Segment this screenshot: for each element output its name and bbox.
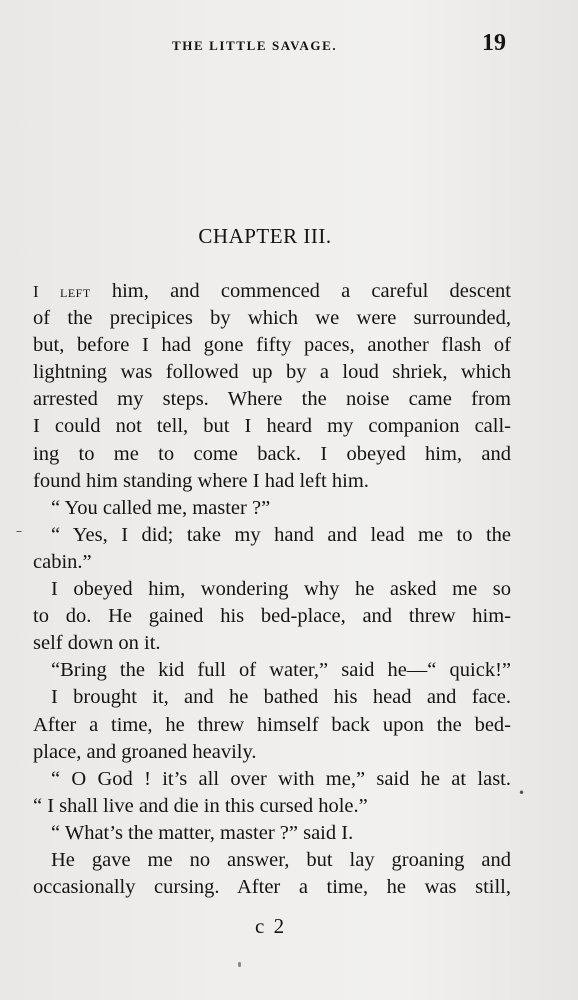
text-line: “ What’s the matter, master ?” said I. — [51, 821, 354, 844]
text-line: “ O God ! it’s all over with me,” said he at last. — [51, 767, 511, 790]
page-number: 19 — [482, 30, 506, 56]
text-line: found him standing where I had left him. — [33, 469, 369, 492]
text-line: After a time, he threw himself back upon the bed- — [33, 713, 511, 736]
text-line: “ I shall live and die in this cursed hole.” — [33, 794, 368, 817]
text-line: “ You called me, master ?” — [51, 496, 271, 519]
text-line: ing to me to come back. I obeyed him, and — [33, 442, 511, 465]
text-line: I obeyed him, wondering why he asked me so — [51, 578, 511, 601]
text-line: arrested my steps. Where the noise came from — [33, 388, 511, 411]
text-line: of the precipices by which we were surrounded, — [33, 307, 511, 330]
paper-speck — [238, 962, 241, 967]
text-line: occasionally cursing. After a time, he was still, — [33, 876, 511, 899]
text-line: place, and groaned heavily. — [33, 740, 257, 763]
text-line: but, before I had gone fifty paces, another flash of — [33, 334, 511, 357]
signature-mark: c 2 — [255, 914, 287, 938]
opening-words: I left — [33, 282, 91, 301]
text-line: lightning was followed up by a loud shriek, which — [33, 361, 511, 384]
edge-mark: • — [518, 786, 526, 800]
stray-mark: – — [16, 524, 22, 538]
text-line: I brought it, and he bathed his head and face. — [51, 686, 511, 709]
text-line: He gave me no answer, but lay groaning and — [51, 848, 511, 871]
chapter-title: CHAPTER III. — [198, 224, 332, 248]
text-line-content: him, and commenced a careful descent — [90, 280, 511, 302]
body-text — [33, 278, 511, 901]
text-line: to do. He gained his bed-place, and threw him- — [33, 605, 511, 628]
running-head: THE LITTLE SAVAGE. — [172, 38, 338, 53]
text-line: “Bring the kid full of water,” said he—“ quick!” — [51, 659, 511, 682]
text-line: “ Yes, I did; take my hand and lead me to the — [51, 523, 511, 546]
text-line: cabin.” — [33, 550, 92, 573]
text-line — [33, 278, 511, 305]
text-line: self down on it. — [33, 632, 161, 655]
text-line: I could not tell, but I heard my companion call- — [33, 415, 511, 438]
